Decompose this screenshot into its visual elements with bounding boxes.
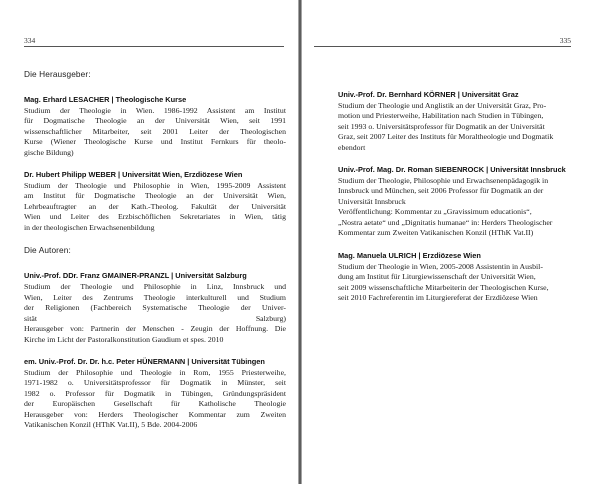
bio-entry	[24, 170, 286, 233]
bio-line: Studium der Theologie, Philosophie und Erwachsenenpädagogik in	[338, 175, 549, 185]
bio-entry	[24, 271, 286, 345]
bio-line: für Dogmatische Theologie an der Universität Wien, seit 1991	[24, 116, 286, 126]
bio-entry-body	[24, 181, 286, 234]
bio-entry-body	[24, 106, 286, 159]
bio-line: am Institut für Dogmatische Theologie an der Universität Wien,	[24, 191, 286, 201]
bio-entry-head: Mag. Manuela ULRICH | Erzdiözese Wien	[338, 251, 481, 261]
left-page-content	[24, 60, 286, 443]
bio-entry-body	[338, 262, 576, 304]
bio-entry-body	[338, 176, 576, 239]
bio-entry	[338, 165, 576, 239]
bio-line: Kommentar zum Zweiten Vatikanischen Konzil (HThK Vat.II)	[338, 228, 534, 238]
bio-line: Herausgeber von: Herders Theologischer Kommentar zum Zweiten	[24, 409, 286, 419]
bio-entry-head: Mag. Erhard LESACHER | Theologische Kurse	[24, 95, 187, 104]
bio-line: „Nostra aetate“ und „Dignitatis humanae“ in: Herders Theologischer	[338, 217, 553, 227]
bio-entry-head: em. Univ.-Prof. Dr. Dr. h.c. Peter HÜNERMANN | Universität Tübingen	[24, 357, 265, 367]
page-number-left: 334	[24, 36, 36, 45]
left-page	[0, 0, 298, 484]
editors-list	[24, 95, 286, 233]
bio-entry-body	[24, 368, 286, 431]
bio-line: Studium der Philosophie und Theologie in Rom, 1955 Priesterweihe,	[24, 367, 286, 377]
bio-entry	[24, 95, 286, 158]
header-rule-left	[24, 46, 284, 47]
bio-entry-head: Univ.-Prof. DDr. Franz GMAINER-PRANZL | Universität Salzburg	[24, 271, 247, 281]
bio-line: Innsbruck und München, seit 2006 Professor für Dogmatik an der	[338, 186, 544, 196]
bio-line: seit 2010 Fachreferentin im Liturgiereferat der Erzdiözese Wien	[338, 293, 538, 303]
bio-entry-head: Univ.-Prof. Mag. Dr. Roman SIEBENROCK | Universität Innsbruck	[338, 165, 566, 175]
bio-line: gische Bildung)	[24, 147, 74, 157]
bio-line: der Europäischen Gesellschaft für Katholische Theologie	[24, 399, 286, 409]
bio-line: ebendort	[338, 142, 366, 152]
bio-entry	[338, 251, 576, 304]
bio-line: Studium der Theologie und Philosophie in Linz, Innsbruck und	[24, 281, 286, 291]
authors-list-right	[338, 90, 576, 304]
bio-line: Studium der Theologie und Philosophie in Wien, 1995-2009 Assistent	[24, 180, 286, 190]
bio-entry	[24, 357, 286, 431]
bio-entry-head: Univ.-Prof. Dr. Bernhard KÖRNER | Universität Graz	[338, 90, 519, 99]
bio-line: Kirche im Licht der Pastoralkonstitution Gaudium et spes. 2010	[24, 334, 224, 344]
bio-line: Wien, Leiter des Zentrums Theologie interkulturell und Studium	[24, 292, 286, 302]
right-page	[302, 0, 600, 484]
bio-line: Studium der Theologie in Wien, 2005-2008 Assistentin in Ausbil-	[338, 261, 543, 271]
bio-line: dung am Institut für Liturgiewissenschaft der Universität Wien,	[338, 272, 536, 282]
bio-entry-head: Dr. Hubert Philipp WEBER | Universität Wien, Erzdiözese Wien	[24, 170, 243, 180]
authors-heading: Die Autoren:	[24, 245, 71, 256]
bio-line: Vatikanischen Konzil (HThK Vat.II), 5 Bde. 2004-2006	[24, 420, 198, 430]
bio-line: Veröffentlichung: Kommentar zu „Gravissimum educationis“,	[338, 207, 532, 217]
bio-line: seit 1993 o. Universitätsprofessor für Dogmatik an der Universität	[338, 121, 545, 131]
bio-line: Studium der Theologie in Wien. 1986-1992 Assistent am Institut	[24, 105, 286, 115]
authors-list-left	[24, 271, 286, 431]
right-page-content	[338, 90, 576, 316]
bio-line: wissenschaftlicher Mitarbeiter, seit 2001 Leiter der Theologischen	[24, 126, 286, 136]
bio-entry	[338, 90, 576, 153]
bio-line: in der theologischen Erwachsenenbildung	[24, 222, 155, 232]
bio-line: Kurse (Wiener Theologische Kurse und Institut Fernkurs für theolo-	[24, 137, 286, 147]
bio-line: Universität Innsbruck	[338, 196, 406, 206]
bio-line: Studium der Theologie und Anglistik an der Universität Graz, Pro-	[338, 100, 547, 110]
bio-line: 1971-1982 o. Universitätsprofessor für Dogmatik in Münster, seit	[24, 378, 286, 388]
bio-line: Wien und Leiter des Erzbischöflichen Sekretariates in Wien, tätig	[24, 212, 286, 222]
bio-line: Herausgeber von: Partnerin der Menschen - Zeugin der Hoffnung. Die	[24, 324, 286, 334]
bio-line: 1982 o. Professor für Dogmatik in Tübingen, Gründungspräsident	[24, 388, 286, 398]
bio-line: der Religionen (Fachbereich Systematische Theologie der Univer-	[24, 303, 286, 313]
bio-entry-body	[338, 101, 576, 154]
bio-entry-body	[24, 282, 286, 345]
bio-line: Graz, seit 2007 Leiter des Instituts für Moraltheologie und Dogmatik	[338, 132, 554, 142]
editors-heading: Die Herausgeber:	[24, 69, 91, 79]
bio-line: Lehrbeauftragter an der Kath.-Theolog. Fakultät der Universität	[24, 201, 286, 211]
bio-line: sität Salzburg)	[24, 313, 286, 323]
page-number-right: 335	[559, 36, 571, 45]
bio-line: motion und Priesterweihe, Habilitation nach Studien in Tübingen,	[338, 111, 544, 121]
header-rule-right	[314, 46, 571, 47]
bio-line: seit 2009 wissenschaftliche Mitarbeiterin der Theologischen Kurse,	[338, 282, 549, 292]
